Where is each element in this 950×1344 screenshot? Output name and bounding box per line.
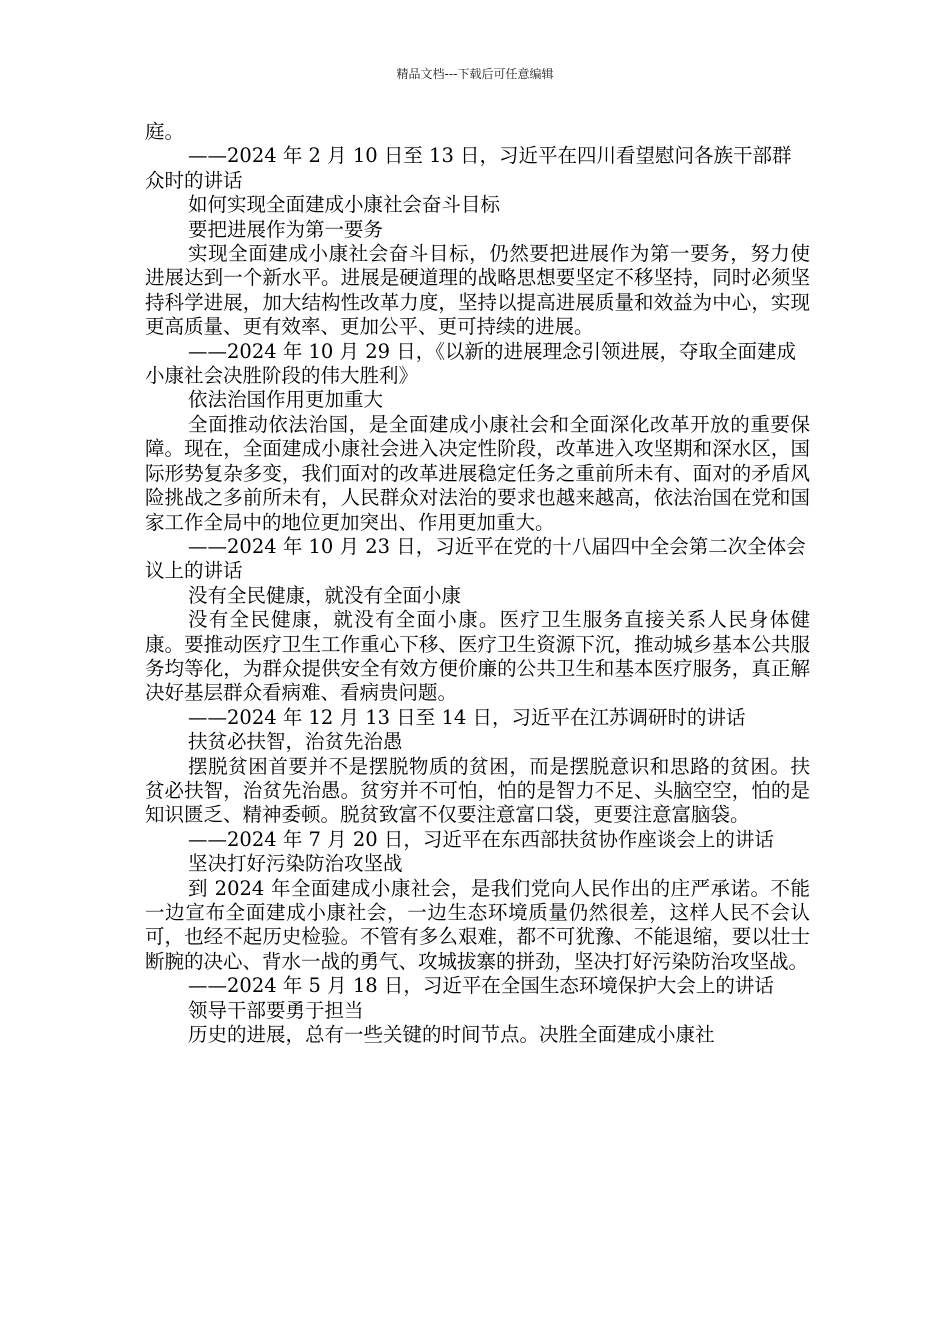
quote-source: ——2024 年 12 月 13 日至 14 日，习近平在江苏调研时的讲话 — [188, 705, 746, 729]
page-header: 精品文档---下载后可任意编辑 — [396, 67, 554, 81]
body-paragraph: 摆脱贫困首要并不是摆脱物质的贫困，而是摆脱意识和思路的贫困。扶贫必扶智，治贫先治愚。贫穷并不可怕，怕的是智力不足、头脑空空，怕的是知识匮乏、精神委顿。脱贫致富不仅要注意富口袋，更要注意富脑袋。 — [145, 754, 810, 827]
quote-source: ——2024 年 10 月 29 日，《以新的进展理念引领进展，夺取全面建成小康社会决胜阶段的伟大胜利》 — [145, 339, 796, 388]
subsection-heading: 没有全民健康，就没有全面小康 — [188, 583, 462, 607]
subsection-heading: 要把进展作为第一要务 — [188, 217, 384, 241]
body-paragraph: 全面推动依法治国，是全面建成小康社会和全面深化改革开放的重要保障。现在，全面建成小康社会进入决定性阶段，改革进入攻坚期和深水区，国际形势复杂多变，我们面对的改革进展稳定任务之重前所未有、面对的矛盾风险挑战之多前所未有，人民群众对法治的要求也越来越高，依法治国在党和国家工作全局中的地位更加突出、作用更加重大。 — [145, 412, 810, 534]
subsection-heading: 依法治国作用更加重大 — [188, 388, 384, 412]
body-paragraph: 没有全民健康，就没有全面小康。医疗卫生服务直接关系人民身体健康。要推动医疗卫生工作重心下移、医疗卫生资源下沉，推动城乡基本公共服务均等化，为群众提供安全有效方便价廉的公共卫生和基本医疗服务，真正解决好基层群众看病难、看病贵问题。 — [145, 608, 810, 705]
document-body — [145, 120, 810, 1047]
section-heading: 如何实现全面建成小康社会奋斗目标 — [188, 193, 501, 217]
subsection-heading: 扶贫必扶智，治贫先治愚 — [188, 730, 403, 754]
body-paragraph: 历史的进展，总有一些关键的时间节点。决胜全面建成小康社 — [188, 1023, 715, 1047]
paragraph-continuation: 庭。 — [145, 120, 185, 143]
subsection-heading: 坚决打好污染防治攻坚战 — [188, 852, 403, 876]
body-paragraph: 实现全面建成小康社会奋斗目标，仍然要把进展作为第一要务，努力使进展达到一个新水平。进展是硬道理的战略思想要坚定不移坚持，同时必须坚持科学进展，加大结构性改革力度，坚持以提高进展质量和效益为中心，实现更高质量、更有效率、更加公平、更可持续的进展。 — [145, 242, 810, 339]
body-paragraph: 到 2024 年全面建成小康社会，是我们党向人民作出的庄严承诺。不能一边宣布全面建成小康社会，一边生态环境质量仍然很差，这样人民不会认可，也经不起历史检验。不管有多么艰难，都不可犹豫、不能退缩，要以壮士断腕的决心、背水一战的勇气、攻城拔寨的拼劲，坚决打好污染防治攻坚战。 — [145, 876, 810, 973]
quote-source: ——2024 年 2 月 10 日至 13 日，习近平在四川看望慰问各族干部群众时的讲话 — [145, 144, 792, 192]
quote-source: ——2024 年 10 月 23 日，习近平在党的十八届四中全会第二次全体会议上的讲话 — [145, 534, 806, 583]
subsection-heading: 领导干部要勇于担当 — [188, 998, 364, 1022]
quote-source: ——2024 年 7 月 20 日，习近平在东西部扶贫协作座谈会上的讲话 — [188, 827, 774, 851]
quote-source: ——2024 年 5 月 18 日，习近平在全国生态环境保护大会上的讲话 — [188, 974, 774, 998]
